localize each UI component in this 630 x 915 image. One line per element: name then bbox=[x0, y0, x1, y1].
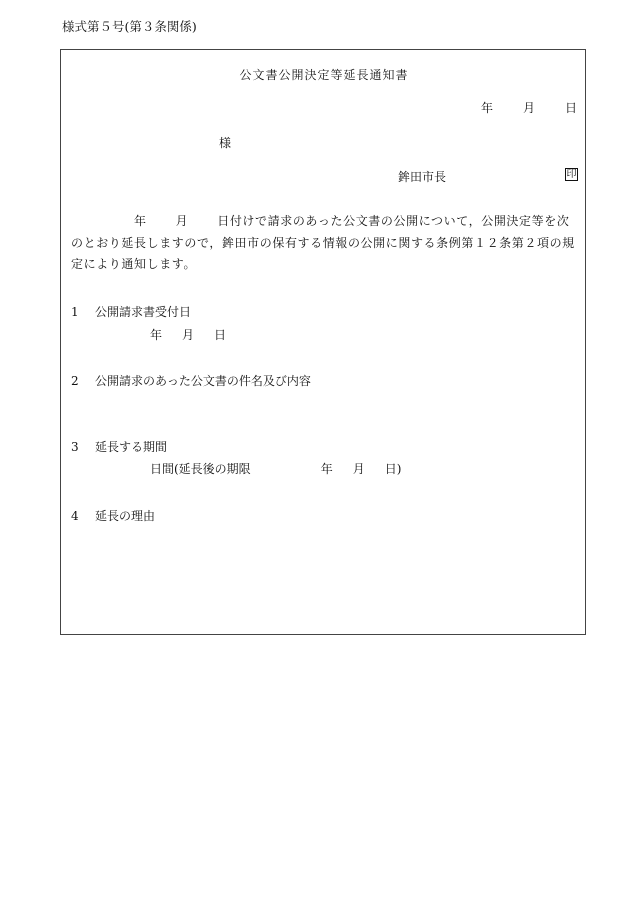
date-month-label: 月 bbox=[522, 101, 535, 115]
form-number-label: 様式第５号(第３条関係) bbox=[62, 19, 197, 34]
section-2-title: 公開請求のあった公文書の件名及び内容 bbox=[95, 374, 311, 388]
notice-body bbox=[71, 211, 581, 276]
recipient-line: 様 bbox=[219, 136, 232, 150]
issue-date bbox=[481, 102, 577, 114]
date-year-label: 年 bbox=[480, 101, 493, 115]
receipt-date: 年 月 日 bbox=[150, 328, 227, 342]
body-month-label: 月 bbox=[175, 214, 189, 228]
section-4: 4 延長の理由 bbox=[71, 509, 156, 523]
issuer-name: 鉾田市長 bbox=[398, 170, 447, 184]
seal-icon: 印 bbox=[566, 169, 577, 180]
date-day-label: 日 bbox=[564, 101, 577, 115]
body-year-label: 年 bbox=[134, 214, 147, 228]
extension-period: 日間(延長後の期限 年 月 日) bbox=[150, 462, 402, 476]
section-4-title: 延長の理由 bbox=[95, 509, 156, 523]
section-3: 3 延長する期間 bbox=[71, 440, 168, 454]
body-text: 日付けで請求のあった公文書の公開について，公開決定等を次のとおり延長しますので，鉾田市の保有する情報の公開に関する条例第１２条第２項の規定により通知します。 bbox=[71, 214, 575, 271]
section-1-title: 公開請求書受付日 bbox=[95, 305, 192, 319]
document-title: 公文書公開決定等延長通知書 bbox=[239, 68, 409, 82]
section-3-title: 延長する期間 bbox=[95, 440, 168, 454]
section-2: 2 公開請求のあった公文書の件名及び内容 bbox=[71, 374, 311, 388]
section-1: 1 公開請求書受付日 bbox=[71, 305, 192, 319]
notice-frame bbox=[60, 49, 586, 635]
